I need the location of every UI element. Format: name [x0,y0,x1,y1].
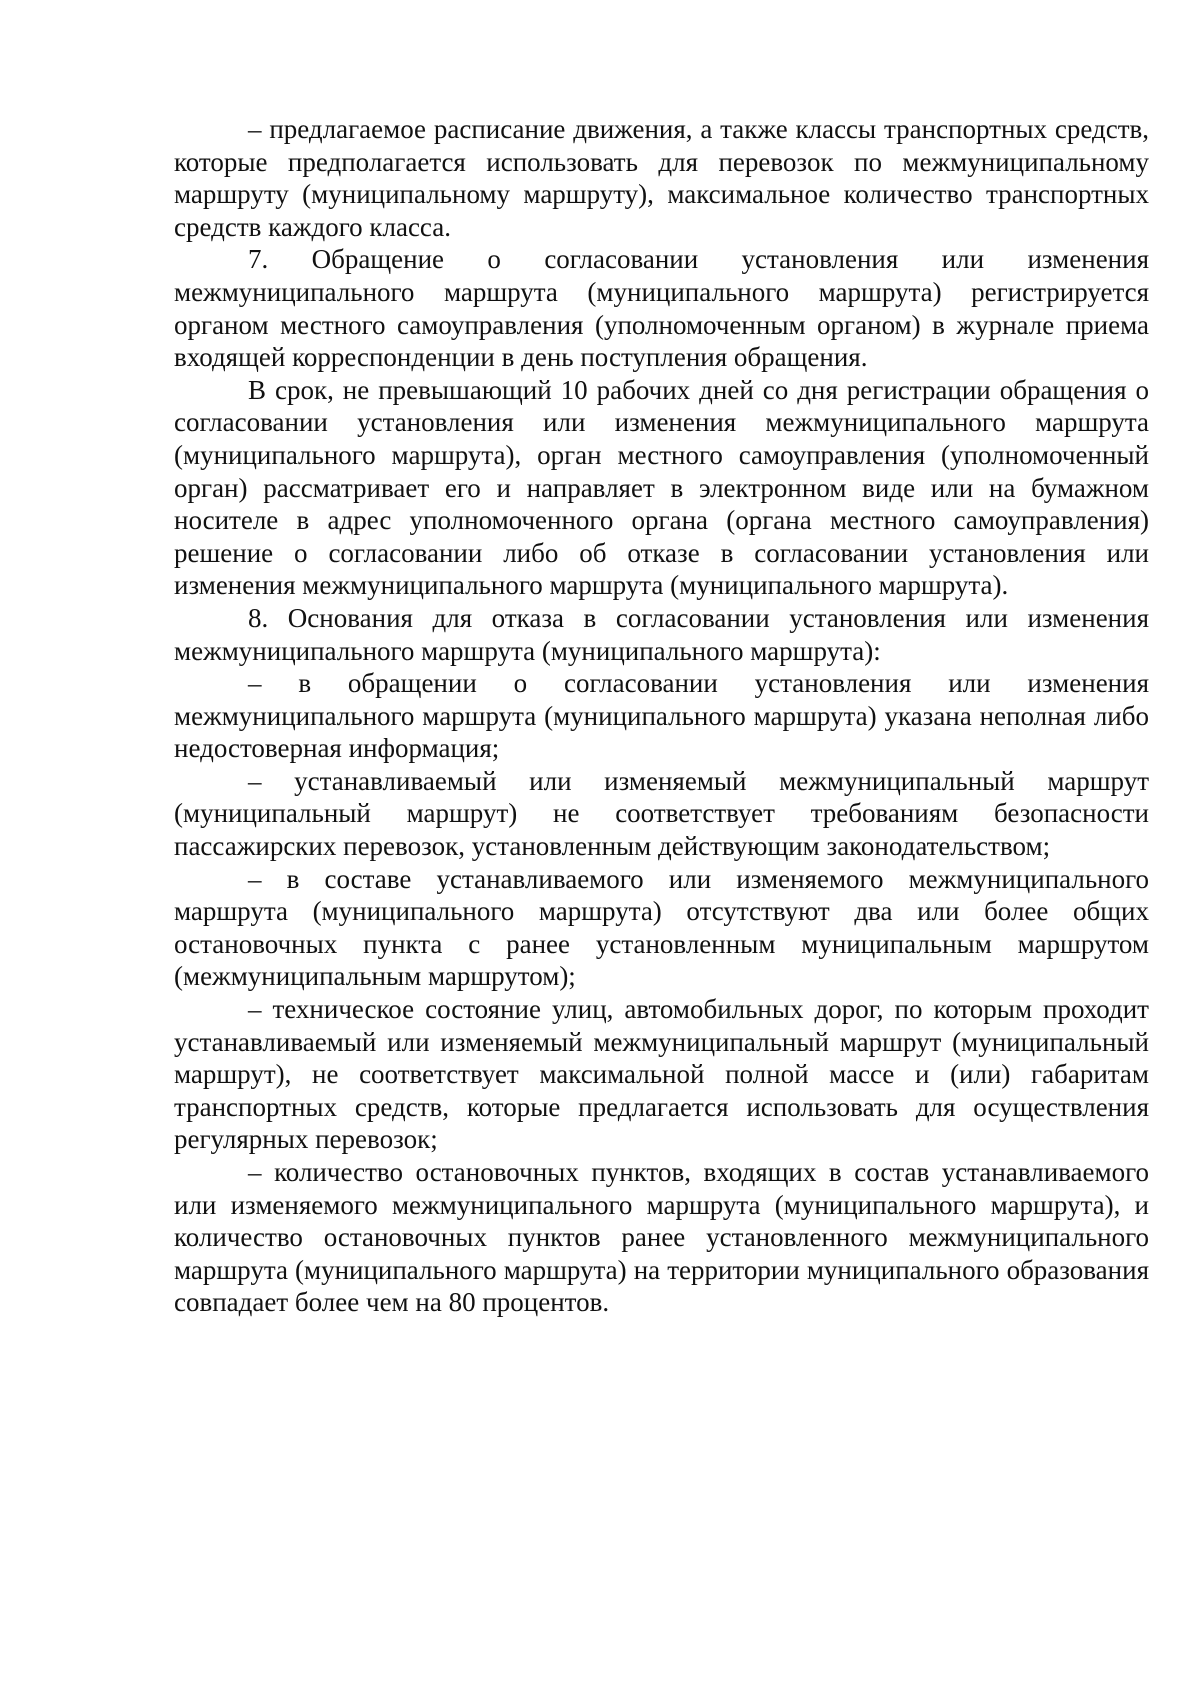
paragraph-item-7: 7. Обращение о согласовании установления или изменения межмуниципального маршрута (муниципального маршрута) регистрируется органом местного самоуправления (уполномоченным органом) в журнале приема входящей корреспонденции в день поступления обращения. [174,244,1149,373]
paragraph-refusal-safety: – устанавливаемый или изменяемый межмуниципальный маршрут (муниципальный маршрут) не соответствует требованиям безопасности пассажирских перевозок, установленным действующим законодательством; [174,765,1149,862]
paragraph-review-deadline: В срок, не превышающий 10 рабочих дней со дня регистрации обращения о согласовании установления или изменения межмуниципального маршрута (муниципального маршрута), орган местного самоуправления (уполномоченный орган) рассматривает его и направляет в электронном виде или на бумажном носителе в адрес уполномоченного органа (органа местного самоуправления) решение о согласовании либо об отказе в согласовании установления или изменения межмуниципального маршрута (муниципального маршрута). [174,374,1149,601]
paragraph-refusal-common-stops: – в составе устанавливаемого или изменяемого межмуниципального маршрута (муниципального маршрута) отсутствуют два или более общих остановочных пункта с ранее установленным муниципальным маршрутом (межмуниципальным маршрутом); [174,863,1149,992]
paragraph-schedule-item: – предлагаемое расписание движения, а также классы транспортных средств, которые предполагается использовать для перевозок по межмуниципальному маршруту (муниципальному маршруту), максимальное количество транспортных средств каждого класса. [174,114,1149,242]
paragraph-refusal-incomplete-info: – в обращении о согласовании установления или изменения межмуниципального маршрута (муниципального маршрута) указана неполная либо недостоверная информация; [174,668,1149,764]
paragraph-item-8: 8. Основания для отказа в согласовании установления или изменения межмуниципального маршрута (муниципального маршрута): [174,602,1149,666]
paragraph-refusal-road-condition: – техническое состояние улиц, автомобильных дорог, по которым проходит устанавливаемый или изменяемый межмуниципальный маршрут (муниципальный маршрут), не соответствует максимальной полной массе и (или) габаритам транспортных средств, которые предлагается использовать для осуществления регулярных перевозок; [174,994,1149,1155]
paragraph-refusal-stop-overlap: – количество остановочных пунктов, входящих в состав устанавливаемого или изменяемого межмуниципального маршрута (муниципального маршрута), и количество остановочных пунктов ранее установленного межмуниципального маршрута (муниципального маршрута) на территории муниципального образования совпадает более чем на 80 процентов. [174,1157,1149,1318]
document-body [174,113,1149,1319]
